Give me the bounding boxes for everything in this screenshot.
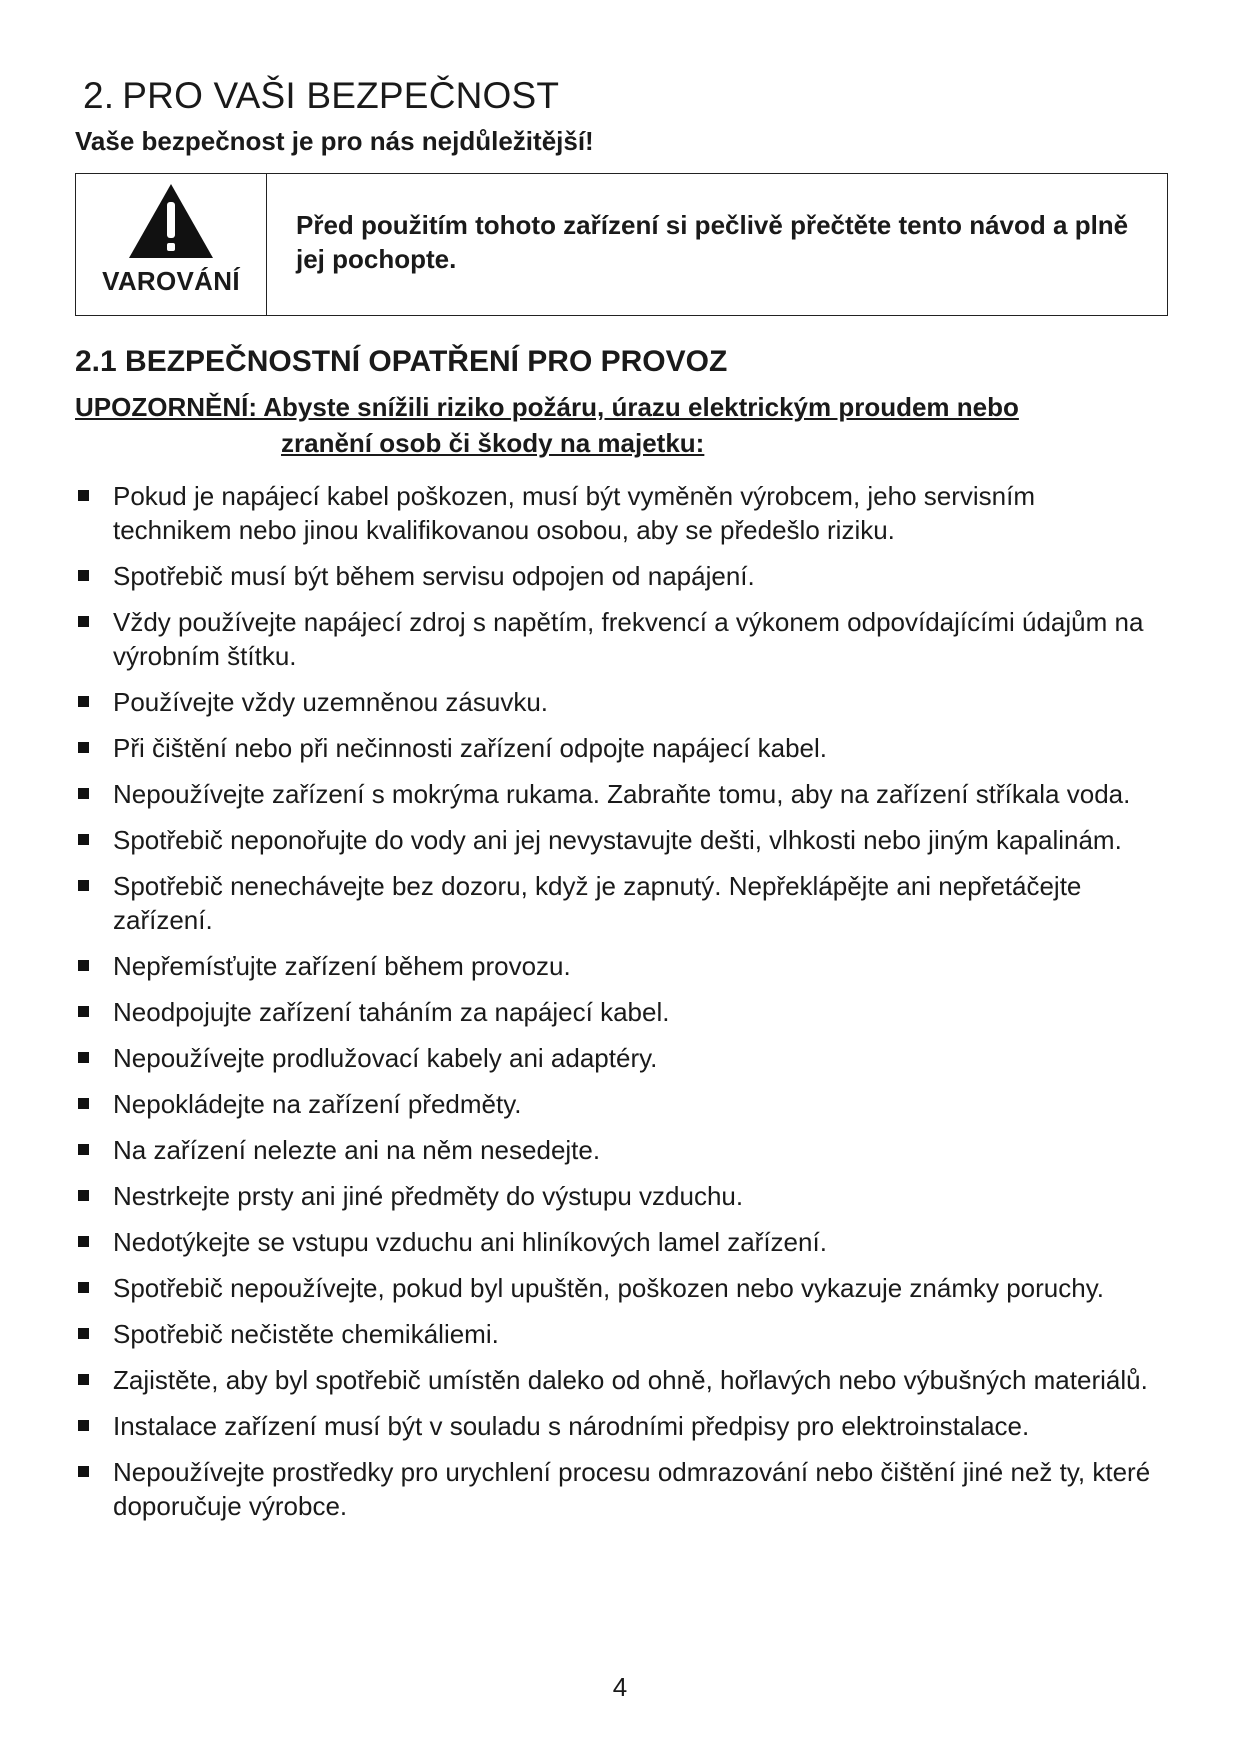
- warning-label-cell: [76, 174, 267, 315]
- bullet-square-icon: [78, 616, 89, 627]
- chapter-title: PRO VAŠI BEZPEČNOST: [122, 75, 560, 116]
- rule-text: Pokud je napájecí kabel poškozen, musí být vyměněn výrobcem, jeho servisním technikem nebo jinou kvalifikovanou osobou, aby se předešlo riziku.: [113, 481, 1036, 545]
- list-item: [75, 1133, 1170, 1167]
- bullet-square-icon: [78, 1420, 89, 1431]
- bullet-square-icon: [78, 880, 89, 891]
- chapter-heading: [83, 70, 1170, 122]
- list-item: [75, 479, 1170, 547]
- bullet-square-icon: [78, 1190, 89, 1201]
- bullet-square-icon: [78, 1466, 89, 1477]
- rule-text: Spotřebič musí být během servisu odpojen od napájení.: [113, 561, 755, 591]
- list-item: [75, 1363, 1170, 1397]
- rule-text: Vždy používejte napájecí zdroj s napětím, frekvencí a výkonem odpovídajícími údajům na výrobním štítku.: [113, 607, 1144, 671]
- rule-text: Na zařízení nelezte ani na něm nesedejte.: [113, 1135, 601, 1165]
- rule-text: Instalace zařízení musí být v souladu s národními předpisy pro elektroinstalace.: [113, 1411, 1030, 1441]
- rule-text: Neodpojujte zařízení taháním za napájecí kabel.: [113, 997, 670, 1027]
- rule-text: Nepokládejte na zařízení předměty.: [113, 1089, 522, 1119]
- list-item: [75, 823, 1170, 857]
- bullet-square-icon: [78, 960, 89, 971]
- bullet-square-icon: [78, 696, 89, 707]
- rule-text: Nepoužívejte zařízení s mokrýma rukama. Zabraňte tomu, aby na zařízení stříkala voda.: [113, 779, 1131, 809]
- safety-subtitle: Vaše bezpečnost je pro nás nejdůležitější!: [75, 126, 594, 156]
- bullet-square-icon: [78, 1006, 89, 1017]
- list-item: [75, 777, 1170, 811]
- bullet-square-icon: [78, 1052, 89, 1063]
- list-item: [75, 1225, 1170, 1259]
- bullet-square-icon: [78, 1144, 89, 1155]
- list-item: [75, 559, 1170, 593]
- rule-text: Nepoužívejte prodlužovací kabely ani adaptéry.: [113, 1043, 658, 1073]
- bullet-square-icon: [78, 1282, 89, 1293]
- warning-text: Před použitím tohoto zařízení si pečlivě přečtěte tento návod a plně jej pochopte.: [296, 210, 1129, 274]
- bullet-square-icon: [78, 834, 89, 845]
- rule-text: Nestrkejte prsty ani jiné předměty do výstupu vzduchu.: [113, 1181, 744, 1211]
- bullet-square-icon: [78, 788, 89, 799]
- list-item: [75, 605, 1170, 673]
- rule-text: Používejte vždy uzemněnou zásuvku.: [113, 687, 549, 717]
- warning-label: VAROVÁNÍ: [102, 266, 240, 296]
- caution-line-1: UPOZORNĚNÍ: Abyste snížili riziko požáru, úrazu elektrickým proudem nebo: [75, 392, 1019, 422]
- list-item: [75, 1409, 1170, 1443]
- rule-text: Spotřebič nečistěte chemikáliemi.: [113, 1319, 499, 1349]
- manual-page: [75, 70, 1170, 1535]
- rule-text: Zajistěte, aby byl spotřebič umístěn daleko od ohně, hořlavých nebo výbušných materiálů.: [113, 1365, 1148, 1395]
- bullet-square-icon: [78, 490, 89, 501]
- rule-text: Spotřebič nenechávejte bez dozoru, když je zapnutý. Nepřeklápějte ani nepřetáčejte zařízení.: [113, 871, 1082, 935]
- list-item: [75, 1271, 1170, 1305]
- list-item: [75, 1455, 1170, 1523]
- bullet-square-icon: [78, 1236, 89, 1247]
- rule-text: Spotřebič nepoužívejte, pokud byl upuštěn, poškozen nebo vykazuje známky poruchy.: [113, 1273, 1105, 1303]
- bullet-square-icon: [78, 742, 89, 753]
- list-item: [75, 995, 1170, 1029]
- caution-note: [75, 389, 1170, 461]
- warning-box: [75, 173, 1168, 316]
- safety-rules-list: [75, 479, 1170, 1523]
- chapter-number: 2.: [83, 75, 115, 116]
- page-number: 4: [612, 1672, 628, 1702]
- list-item: [75, 1179, 1170, 1213]
- list-item: [75, 869, 1170, 937]
- warning-triangle-icon: [127, 182, 215, 260]
- rule-text: Při čištění nebo při nečinnosti zařízení odpojte napájecí kabel.: [113, 733, 827, 763]
- rule-text: Spotřebič neponořujte do vody ani jej nevystavujte dešti, vlhkosti nebo jiným kapalinám.: [113, 825, 1122, 855]
- section-title: 2.1 BEZPEČNOSTNÍ OPATŘENÍ PRO PROVOZ: [75, 345, 728, 378]
- caution-line-2: zranění osob či škody na majetku:: [281, 428, 705, 458]
- rule-text: Nepřemísťujte zařízení během provozu.: [113, 951, 571, 981]
- list-item: [75, 1041, 1170, 1075]
- bullet-square-icon: [78, 1374, 89, 1385]
- bullet-square-icon: [78, 1328, 89, 1339]
- list-item: [75, 731, 1170, 765]
- bullet-square-icon: [78, 1098, 89, 1109]
- rule-text: Nepoužívejte prostředky pro urychlení procesu odmrazování nebo čištění jiné než ty, které doporučuje výrobce.: [113, 1457, 1151, 1521]
- list-item: [75, 1087, 1170, 1121]
- list-item: [75, 949, 1170, 983]
- list-item: [75, 1317, 1170, 1351]
- rule-text: Nedotýkejte se vstupu vzduchu ani hliníkových lamel zařízení.: [113, 1227, 827, 1257]
- list-item: [75, 685, 1170, 719]
- bullet-square-icon: [78, 570, 89, 581]
